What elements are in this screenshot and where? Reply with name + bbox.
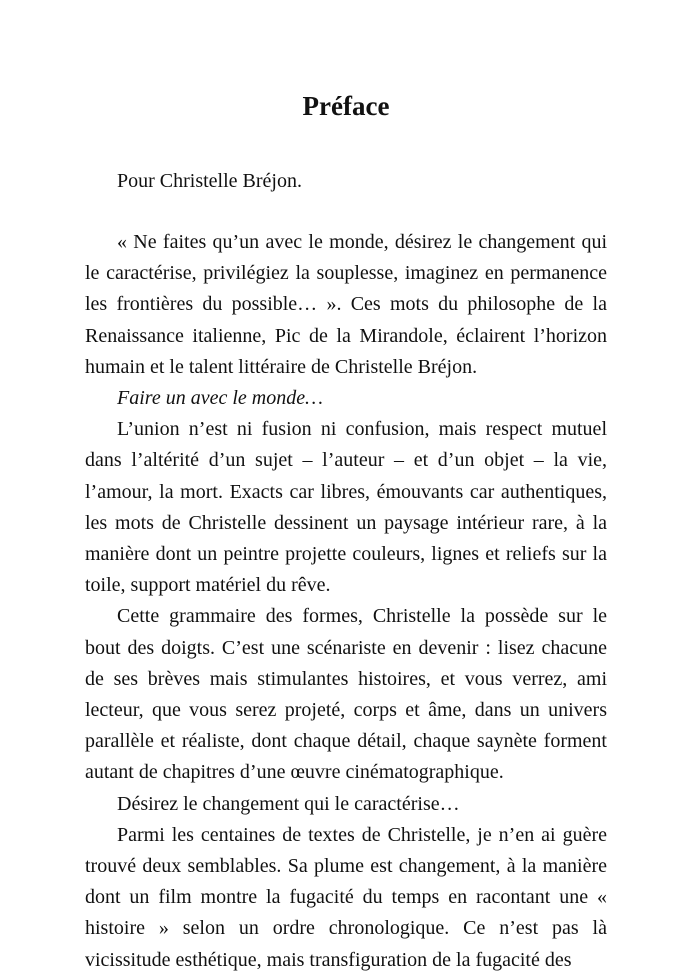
paragraph: Parmi les centaines de textes de Christelle, je n’en ai guère trouvé deux semblables. Sa plume est changement, à la manière dont un film montre la fugacité du temps en racontant une « histoire » selon un ordre chronologique. Ce n’est pas là vicissitude esthétique, mais transfiguration de la fugacité des <box>85 823 607 971</box>
dedication: Pour Christelle Bréjon. <box>117 170 302 192</box>
paragraph: Cette grammaire des formes, Christelle la possède sur le bout des doigts. C’est une scénariste en devenir : lisez chacune de ses brèves mais stimulantes histoires, et vous verrez, ami lecteur, que vous serez projeté, corps et âme, dans un univers parallèle et réaliste, dont chaque détail, chaque saynète forment autant de chapitres d’une œuvre cinématographique. <box>85 605 607 784</box>
page-title: Préface <box>302 91 390 121</box>
paragraph: Désirez le changement qui le caractérise… <box>117 792 460 815</box>
paragraph: L’union n’est ni fusion ni confusion, mais respect mutuel dans l’altérité d’un sujet – l’auteur – et d’un objet – la vie, l’amour, la mort. Exacts car libres, émouvants car authentiques, les mots de Christelle dessinent un paysage intérieur rare, à la manière dont un peintre projette couleurs, lignes et reliefs sur la toile, support matériel du rêve. <box>85 418 607 597</box>
paragraph-italic: Faire un avec le monde… <box>117 387 323 410</box>
preface-body <box>85 227 607 976</box>
paragraph: « Ne faites qu’un avec le monde, désirez le changement qui le caractérise, privilégiez la souplesse, imaginez en permanence les frontières du possible… ». Ces mots du philosophe de la Renaissance italienne, Pic de la Mirandole, éclairent l’horizon humain et le talent littéraire de Christelle Bréjon. <box>85 231 607 378</box>
